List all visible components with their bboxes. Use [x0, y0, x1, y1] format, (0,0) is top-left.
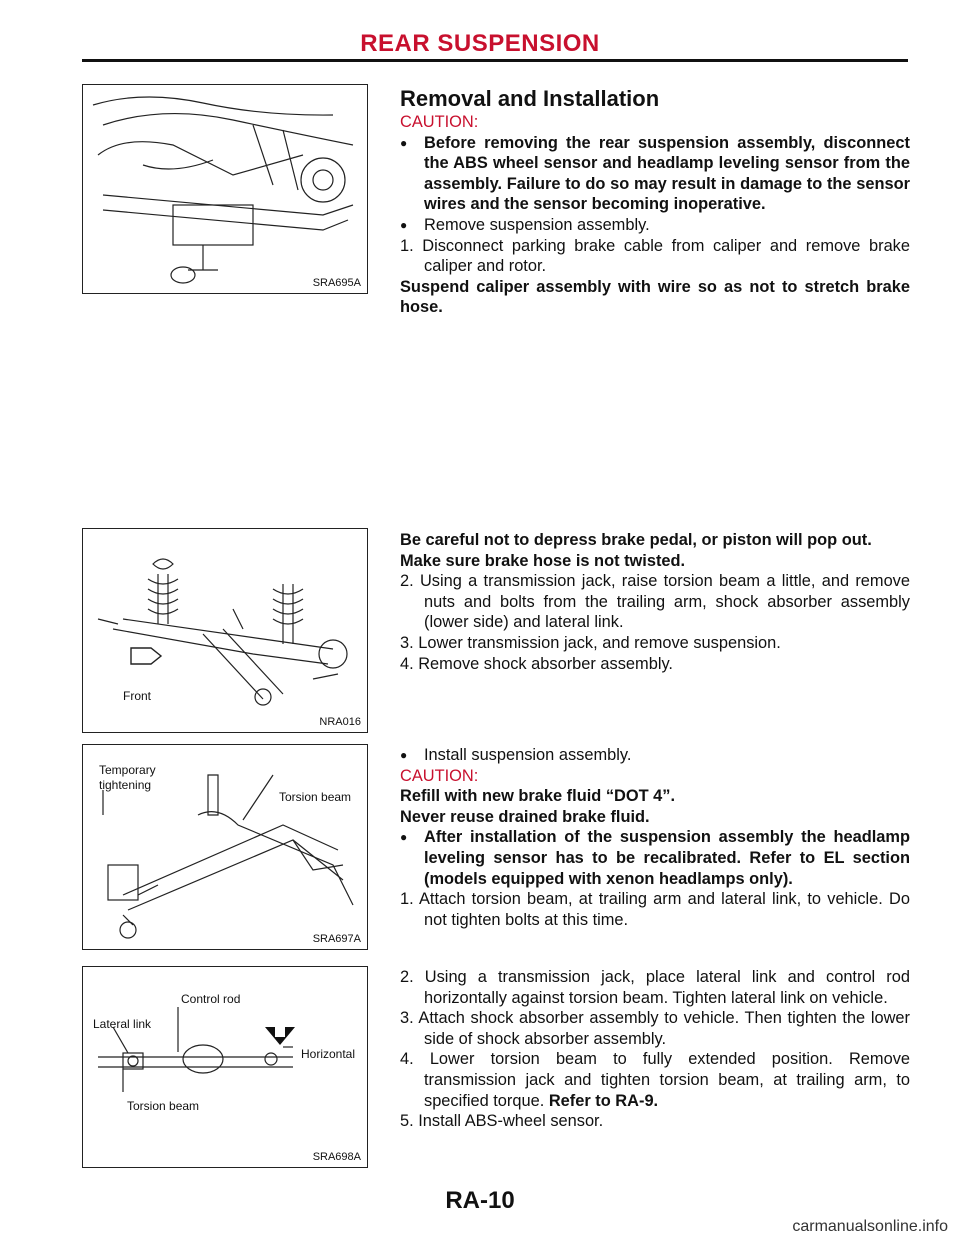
bullet-item: ● After installation of the suspension assembly the headlamp leveling sensor has to be recalibrated. Refer to EL section (models equipped with xenon headlamps only).	[400, 828, 910, 888]
bullet-item: ● Install suspension assembly.	[400, 746, 632, 764]
caution-label: CAUTION:	[400, 113, 479, 131]
figure-id-label: SRA698A	[312, 1151, 361, 1163]
step-item: 1. Attach torsion beam, at trailing arm and lateral link, to vehicle. Do not tighten bolts at this time.	[400, 890, 910, 929]
note-text: Never reuse drained brake fluid.	[400, 807, 650, 826]
step-item: 1. Disconnect parking brake cable from caliper and remove brake caliper and rotor.	[400, 236, 910, 276]
step-item: 3. Lower transmission jack, and remove suspension.	[400, 633, 781, 652]
note-text: Be careful not to depress brake pedal, or piston will pop out.	[400, 531, 872, 549]
caution-label: CAUTION:	[400, 766, 479, 785]
figure-sra695a	[82, 84, 368, 294]
figure-id-label: NRA016	[319, 716, 361, 728]
section-installation-steps	[400, 967, 910, 1132]
suspension-jack-illustration	[83, 85, 368, 294]
bullet-item: ● Remove suspension assembly.	[400, 215, 650, 234]
figure-id-label: SRA697A	[312, 933, 361, 945]
note-text: Make sure brake hose is not twisted.	[400, 551, 686, 570]
figure-sra697a	[82, 744, 368, 950]
figure-sra698a	[82, 966, 368, 1168]
page-number: RA-10	[445, 1187, 515, 1214]
label-torsion-beam: Torsion beam	[127, 1099, 200, 1113]
section-removal	[400, 86, 910, 318]
step-item: 2. Using a transmission jack, place lateral link and control rod horizontally against torsion beam. Tighten lateral link on vehicle.	[400, 968, 910, 1007]
label-tightening: tightening	[99, 778, 152, 792]
cross-reference: Refer to RA-9.	[548, 1091, 659, 1110]
section-installation	[400, 745, 910, 930]
label-front: Front	[123, 689, 152, 703]
figure-id-label: SRA695A	[312, 277, 361, 289]
section-removal-steps	[400, 530, 910, 674]
label-control-rod: Control rod	[181, 992, 241, 1006]
label-horizontal: Horizontal	[301, 1047, 356, 1061]
step-item: 5. Install ABS-wheel sensor.	[400, 1112, 604, 1131]
step-item: 3. Attach shock absorber assembly to vehicle. Then tighten the lower side of shock absorber assembly.	[400, 1009, 910, 1048]
label-temporary: Temporary	[99, 763, 156, 777]
bullet-item: ● Before removing the rear suspension assembly, disconnect the ABS wheel sensor and headlamp leveling sensor from the assembly. Failure to do so may result in damage to the sensor wires and the sensor becoming inoperative.	[400, 133, 910, 214]
bullet-icon: ●	[400, 748, 408, 762]
bullet-icon: ●	[400, 217, 408, 232]
label-lateral-link: Lateral link	[93, 1017, 152, 1031]
figure-nra016	[82, 528, 368, 733]
step-item: 4. Lower torsion beam to fully extended position. Remove transmission jack and tighten torsion beam, at trailing arm, to specified torque. Refer to RA-9.	[400, 1050, 910, 1110]
bullet-icon: ●	[400, 135, 408, 150]
label-torsion-beam: Torsion beam	[279, 790, 352, 804]
page-header-title: REAR SUSPENSION	[360, 30, 600, 57]
note-text: Refill with new brake fluid “DOT 4”.	[400, 787, 676, 806]
bullet-icon: ●	[400, 830, 408, 845]
section-title: Removal and Installation	[400, 86, 660, 111]
step-item: 2. Using a transmission jack, raise torsion beam a little, and remove nuts and bolts from the trailing arm, shock absorber assembly (lower side) and lateral link.	[400, 572, 910, 632]
header-rule	[82, 59, 908, 62]
step-item: 4. Remove shock absorber assembly.	[400, 654, 673, 673]
watermark-text: carmanualsonline.info	[792, 1218, 948, 1235]
note-text: Suspend caliper assembly with wire so as not to stretch brake hose.	[400, 277, 910, 317]
